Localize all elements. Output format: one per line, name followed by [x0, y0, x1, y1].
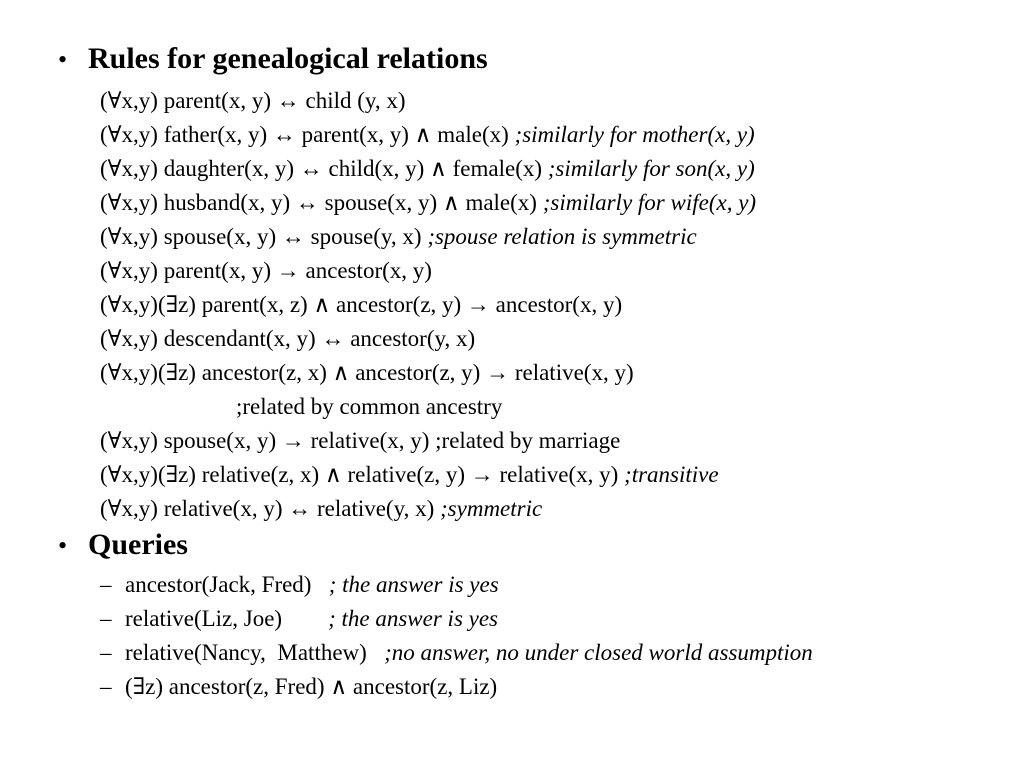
- rule-line: (∀x,y) daughter(x, y) ↔ child(x, y) ∧ female(x) ;similarly for son(x, y): [100, 156, 755, 181]
- section-heading-rules: Rules for genealogical relations: [88, 42, 488, 75]
- rule-line: (∀x,y)(∃z) relative(z, x) ∧ relative(z, y) → relative(x, y) ;transitive: [100, 462, 719, 487]
- queries-list: [100, 571, 813, 707]
- section-heading-queries: Queries: [88, 528, 188, 561]
- rule-line: (∀x,y)(∃z) parent(x, z) ∧ ancestor(z, y) → ancestor(x, y): [100, 292, 623, 317]
- query-text: relative(Nancy, Matthew): [125, 640, 385, 665]
- rule-line: (∀x,y) husband(x, y) ↔ spouse(x, y) ∧ male(x) ;similarly for wife(x, y): [100, 190, 757, 215]
- query-item: [100, 605, 813, 639]
- dash-icon: –: [100, 606, 112, 631]
- rule-line: (∀x,y) father(x, y) ↔ parent(x, y) ∧ male(x) ;similarly for mother(x, y): [100, 122, 755, 147]
- rule-line: (∀x,y) spouse(x, y) ↔ spouse(y, x) ;spouse relation is symmetric: [100, 224, 697, 249]
- query-item: [100, 571, 813, 605]
- section-rules: [58, 44, 488, 74]
- rule-line: (∀x,y) relative(x, y) ↔ relative(y, x) ;symmetric: [100, 496, 543, 521]
- query-comment: ; the answer is yes: [328, 606, 499, 631]
- rule-line: (∀x,y) spouse(x, y) → relative(x, y) ;related by marriage: [100, 428, 621, 453]
- query-text: (∃z) ancestor(z, Fred) ∧ ancestor(z, Liz): [125, 674, 498, 699]
- query-comment: ; the answer is yes: [328, 572, 499, 597]
- query-text: ancestor(Jack, Fred): [125, 572, 329, 597]
- query-text: relative(Liz, Joe): [125, 606, 329, 631]
- bullet-icon: •: [58, 531, 68, 560]
- rule-line: (∀x,y) descendant(x, y) ↔ ancestor(y, x): [100, 326, 476, 351]
- section-queries: [58, 530, 188, 560]
- rule-line: (∀x,y) parent(x, y) ↔ child (y, x): [100, 88, 406, 113]
- rule-line-continuation: ;related by common ancestry: [236, 394, 503, 419]
- dash-icon: –: [100, 572, 112, 597]
- bullet-icon: •: [58, 45, 68, 74]
- dash-icon: –: [100, 640, 112, 665]
- query-item: [100, 673, 813, 707]
- rules-list: [100, 87, 756, 529]
- query-item: [100, 639, 813, 673]
- rule-line: (∀x,y)(∃z) ancestor(z, x) ∧ ancestor(z, y) → relative(x, y): [100, 360, 634, 385]
- query-comment: ;no answer, no under closed world assumption: [384, 640, 813, 665]
- dash-icon: –: [100, 674, 112, 699]
- rule-line: (∀x,y) parent(x, y) → ancestor(x, y): [100, 258, 432, 283]
